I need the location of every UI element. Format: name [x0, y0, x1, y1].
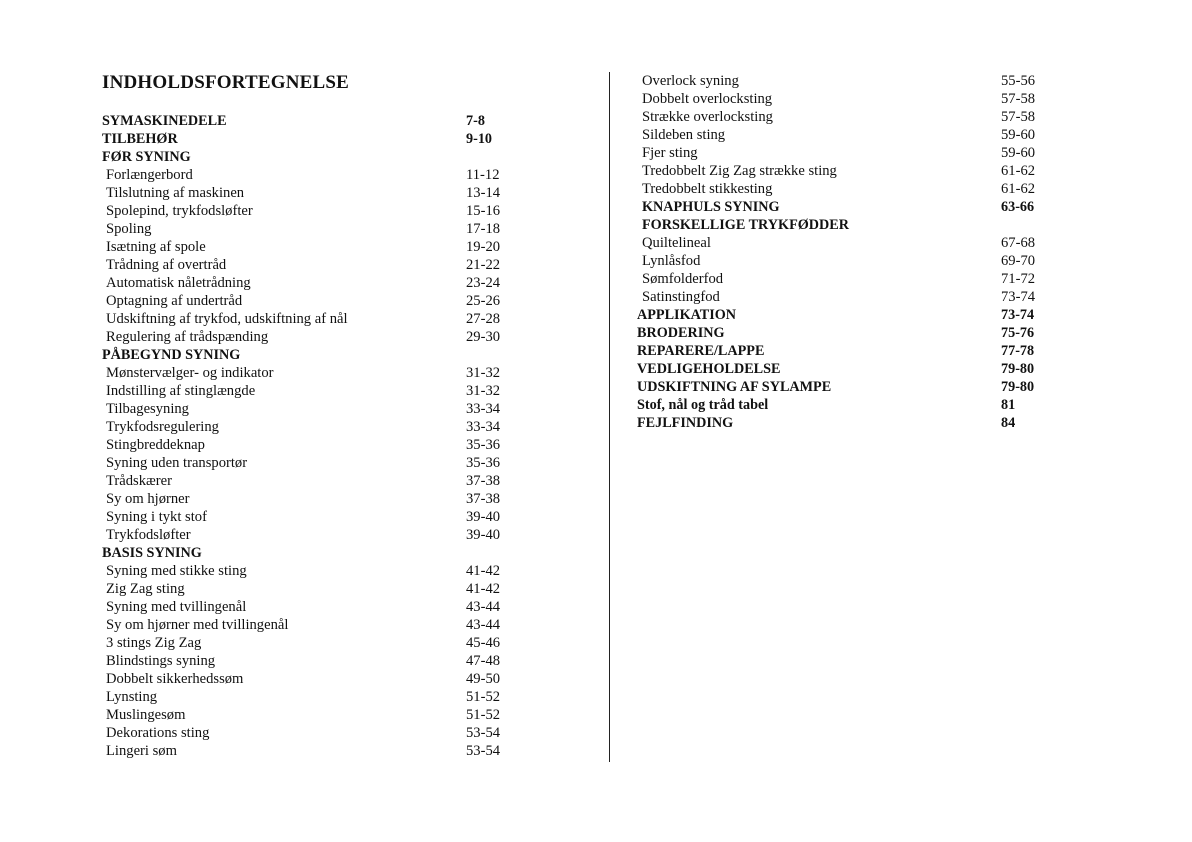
toc-entry-page: 13-14: [466, 185, 501, 201]
toc-entry-label: FØR SYNING: [102, 149, 191, 165]
toc-entry-page: 53-54: [466, 725, 501, 741]
toc-entry-label: Trådskærer: [106, 473, 172, 489]
toc-entry: [637, 360, 1047, 378]
toc-entry-page: 41-42: [466, 563, 501, 579]
toc-entry-page: 61-62: [1001, 163, 1036, 179]
toc-entry-page: 61-62: [1001, 181, 1036, 197]
toc-entry-label: Zig Zag sting: [106, 581, 185, 597]
toc-entry-page: 21-22: [466, 257, 501, 273]
toc-entry: [637, 396, 1047, 414]
toc-entry-page: 41-42: [466, 581, 501, 597]
toc-entry-page: 84: [1001, 415, 1016, 431]
toc-entry-page: 75-76: [1001, 325, 1035, 341]
toc-entry-label: Indstilling af stinglængde: [106, 383, 256, 399]
toc-entry: [637, 72, 1047, 90]
toc-entry-page: 43-44: [466, 599, 501, 615]
toc-entry-label: Trykfodsløfter: [106, 527, 191, 543]
toc-right-column: [637, 72, 1047, 432]
toc-entry: [637, 216, 1047, 234]
toc-entry-label: Syning uden transportør: [106, 455, 248, 471]
toc-entry-label: Tilbagesyning: [106, 401, 189, 417]
toc-entry-page: 59-60: [1001, 145, 1036, 161]
toc-entry-label: FEJLFINDING: [637, 415, 734, 431]
toc-entry-page: 67-68: [1001, 235, 1036, 251]
toc-entry-label: Sildeben sting: [642, 127, 726, 143]
toc-entry: [637, 180, 1047, 198]
toc-entry-page: 25-26: [466, 293, 501, 309]
toc-entry-label: BASIS SYNING: [102, 545, 202, 561]
toc-entry-label: Syning med tvillingenål: [106, 599, 247, 615]
toc-entry-label: VEDLIGEHOLDELSE: [637, 361, 781, 377]
toc-entry-page: 51-52: [466, 707, 501, 723]
toc-entry: [102, 130, 512, 148]
toc-entry: [637, 198, 1047, 216]
toc-entry-label: Sy om hjørner: [106, 491, 190, 507]
toc-entry-page: 17-18: [466, 221, 501, 237]
toc-entry: [637, 144, 1047, 162]
toc-entry-page: 9-10: [466, 131, 493, 147]
toc-entry-label: BRODERING: [637, 325, 725, 341]
toc-entry-page: 81: [1001, 397, 1016, 413]
toc-entry: [102, 436, 512, 454]
toc-entry-label: Udskiftning af trykfod, udskiftning af nål: [106, 311, 348, 327]
toc-entry-page: 53-54: [466, 743, 501, 759]
toc-entry: [102, 328, 512, 346]
toc-entry-label: Mønstervælger- og indikator: [106, 365, 274, 381]
toc-entry-page: 11-12: [466, 167, 500, 183]
toc-entry: [102, 634, 512, 652]
toc-entry-page: 71-72: [1001, 271, 1036, 287]
toc-entry-label: Tredobbelt Zig Zag strække sting: [642, 163, 837, 179]
toc-entry-label: TILBEHØR: [102, 131, 178, 147]
toc-entry-label: Syning med stikke sting: [106, 563, 247, 579]
toc-entry: [637, 234, 1047, 252]
toc-entry-page: 79-80: [1001, 379, 1035, 395]
toc-entry-page: 73-74: [1001, 289, 1036, 305]
toc-entry-page: 39-40: [466, 509, 501, 525]
toc-entry: [102, 112, 512, 130]
toc-entry-label: Strække overlocksting: [642, 109, 773, 125]
toc-entry: [637, 306, 1047, 324]
toc-entry-label: Tilslutning af maskinen: [106, 185, 245, 201]
toc-entry: [102, 346, 512, 364]
toc-entry: [102, 544, 512, 562]
toc-entry: [102, 274, 512, 292]
toc-left-column: [102, 112, 512, 760]
toc-entry-label: Optagning af undertråd: [106, 293, 243, 309]
toc-entry-page: 15-16: [466, 203, 501, 219]
toc-entry: [102, 202, 512, 220]
toc-entry-label: Dobbelt sikkerhedssøm: [106, 671, 244, 687]
toc-entry: [102, 382, 512, 400]
toc-entry-label: Lynlåsfod: [642, 253, 701, 269]
toc-entry: [102, 562, 512, 580]
toc-entry: [102, 490, 512, 508]
toc-entry-label: 3 stings Zig Zag: [106, 635, 202, 651]
toc-entry: [637, 414, 1047, 432]
toc-entry-label: Muslingesøm: [106, 707, 186, 723]
toc-entry-page: 31-32: [466, 383, 501, 399]
toc-entry: [102, 742, 512, 760]
toc-entry: [637, 324, 1047, 342]
toc-entry-page: 55-56: [1001, 73, 1036, 89]
toc-entry-page: 49-50: [466, 671, 501, 687]
toc-entry: [102, 526, 512, 544]
toc-entry-page: 31-32: [466, 365, 501, 381]
toc-entry-label: Dobbelt overlocksting: [642, 91, 773, 107]
toc-entry-label: Isætning af spole: [106, 239, 206, 255]
toc-entry: [637, 378, 1047, 396]
toc-entry-page: 51-52: [466, 689, 501, 705]
toc-entry-page: 45-46: [466, 635, 501, 651]
toc-entry: [102, 148, 512, 166]
toc-entry-label: Lingeri søm: [106, 743, 177, 759]
toc-entry: [102, 670, 512, 688]
toc-entry-label: Fjer sting: [642, 145, 698, 161]
toc-entry-label: Stingbreddeknap: [106, 437, 205, 453]
toc-entry-page: 63-66: [1001, 199, 1035, 215]
toc-entry: [637, 126, 1047, 144]
toc-entry: [102, 580, 512, 598]
toc-entry: [102, 220, 512, 238]
toc-entry: [102, 292, 512, 310]
toc-entry-page: 73-74: [1001, 307, 1035, 323]
toc-entry-page: 69-70: [1001, 253, 1036, 269]
toc-entry-page: 29-30: [466, 329, 501, 345]
toc-entry-label: KNAPHULS SYNING: [642, 199, 780, 215]
toc-entry: [102, 256, 512, 274]
toc-entry-label: Trådning af overtråd: [106, 257, 227, 273]
toc-entry-label: SYMASKINEDELE: [102, 113, 227, 129]
toc-entry-label: Lynsting: [106, 689, 158, 705]
toc-entry-label: APPLIKATION: [637, 307, 737, 323]
toc-entry-label: Regulering af trådspænding: [106, 329, 269, 345]
toc-entry: [102, 364, 512, 382]
toc-entry-page: 43-44: [466, 617, 501, 633]
toc-entry-page: 37-38: [466, 473, 501, 489]
page-title: INDHOLDSFORTEGNELSE: [102, 72, 350, 93]
toc-entry-label: Tredobbelt stikkesting: [642, 181, 773, 197]
toc-entry: [102, 310, 512, 328]
toc-entry-page: 19-20: [466, 239, 501, 255]
toc-entry-label: Sømfolderfod: [642, 271, 724, 287]
toc-entry-page: 27-28: [466, 311, 501, 327]
toc-entry-page: 57-58: [1001, 109, 1036, 125]
toc-entry-label: Satinstingfod: [642, 289, 720, 305]
toc-entry-label: Overlock syning: [642, 73, 739, 89]
toc-entry: [102, 418, 512, 436]
column-divider: [609, 72, 610, 762]
toc-entry-page: 35-36: [466, 455, 501, 471]
toc-entry: [102, 472, 512, 490]
toc-entry-page: 23-24: [466, 275, 501, 291]
toc-entry-label: Syning i tykt stof: [106, 509, 207, 525]
toc-entry-page: 35-36: [466, 437, 501, 453]
toc-entry-page: 79-80: [1001, 361, 1035, 377]
toc-entry: [637, 342, 1047, 360]
toc-entry: [637, 270, 1047, 288]
toc-entry-page: 39-40: [466, 527, 501, 543]
toc-entry: [102, 616, 512, 634]
toc-entry: [102, 598, 512, 616]
toc-entry-label: Quiltelineal: [642, 235, 711, 251]
toc-entry-page: 7-8: [466, 113, 485, 129]
toc-entry-label: Spolepind, trykfodsløfter: [106, 203, 253, 219]
toc-entry: [102, 166, 512, 184]
toc-entry-page: 77-78: [1001, 343, 1035, 359]
toc-entry: [102, 454, 512, 472]
toc-entry-page: 47-48: [466, 653, 501, 669]
toc-entry: [102, 184, 512, 202]
toc-entry: [102, 724, 512, 742]
toc-entry: [102, 706, 512, 724]
toc-entry: [637, 252, 1047, 270]
toc-entry: [102, 508, 512, 526]
toc-entry-label: Forlængerbord: [106, 167, 193, 183]
toc-entry-page: 59-60: [1001, 127, 1036, 143]
toc-entry-page: 57-58: [1001, 91, 1036, 107]
toc-entry: [637, 108, 1047, 126]
toc-entry-label: UDSKIFTNING AF SYLAMPE: [637, 379, 832, 395]
toc-entry-label: Blindstings syning: [106, 653, 216, 669]
toc-entry: [637, 162, 1047, 180]
toc-entry-label: Stof, nål og tråd tabel: [637, 397, 769, 413]
toc-entry-label: FORSKELLIGE TRYKFØDDER: [642, 217, 849, 233]
toc-entry-label: Automatisk nåletrådning: [106, 275, 251, 291]
toc-entry: [102, 238, 512, 256]
toc-entry-page: 33-34: [466, 401, 501, 417]
toc-entry-label: Trykfodsregulering: [106, 419, 219, 435]
toc-entry-label: Spoling: [106, 221, 152, 237]
toc-entry: [637, 90, 1047, 108]
toc-entry-label: PÅBEGYND SYNING: [102, 347, 241, 363]
toc-entry: [102, 652, 512, 670]
toc-entry-label: REPARERE/LAPPE: [637, 343, 765, 359]
toc-entry-page: 37-38: [466, 491, 501, 507]
toc-entry-label: Sy om hjørner med tvillingenål: [106, 617, 289, 633]
toc-entry: [102, 400, 512, 418]
toc-entry: [102, 688, 512, 706]
toc-entry: [637, 288, 1047, 306]
toc-entry-page: 33-34: [466, 419, 501, 435]
toc-entry-label: Dekorations sting: [106, 725, 210, 741]
